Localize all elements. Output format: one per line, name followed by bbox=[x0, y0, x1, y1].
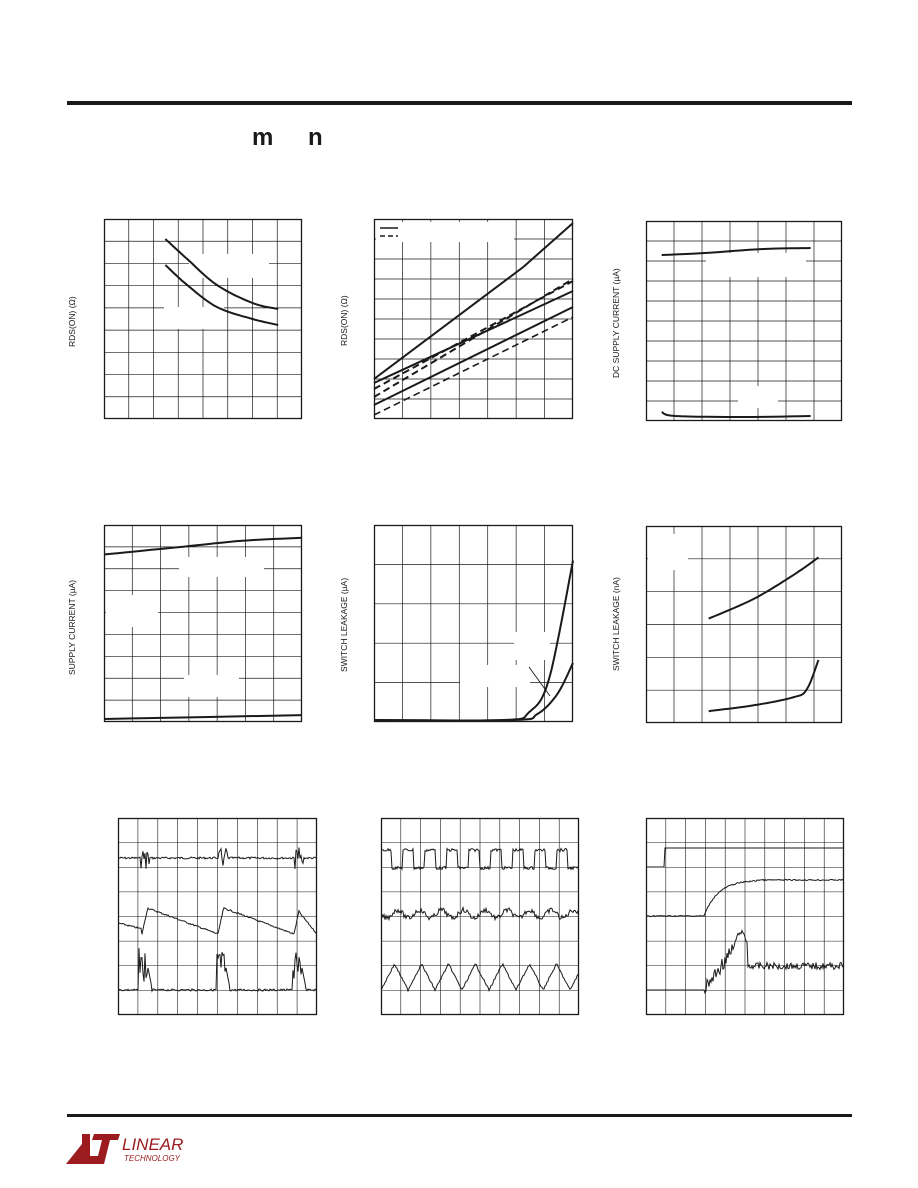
graph-6-label-mask bbox=[648, 534, 688, 570]
graph-5-label-mask bbox=[514, 632, 550, 660]
graph-5-annotation-arrow bbox=[529, 667, 550, 696]
section-heading: m n bbox=[252, 124, 337, 151]
graph-6-curve-upper bbox=[709, 558, 819, 619]
graph-2-plot bbox=[374, 219, 573, 419]
graph-3-curve-lower bbox=[662, 412, 811, 417]
graph-5-label-mask bbox=[460, 665, 530, 687]
logo-text-technology: TECHNOLOGY bbox=[124, 1154, 181, 1163]
graph-6-curve-lower bbox=[709, 660, 819, 711]
graph-rdson-vs-supply bbox=[104, 219, 302, 419]
graph-5-frame bbox=[375, 526, 573, 722]
graph-5-ylabel: SWITCH LEAKAGE (µA) bbox=[339, 577, 349, 672]
scope-3-plot bbox=[646, 818, 844, 1015]
lt-logo-mark bbox=[64, 1130, 194, 1166]
graph-4-ylabel: SUPPLY CURRENT (µA) bbox=[67, 579, 77, 675]
scope-capture-2 bbox=[381, 818, 579, 1015]
graph-3-plot bbox=[646, 221, 842, 421]
top-rule bbox=[67, 101, 852, 105]
logo-text-linear: LINEAR bbox=[122, 1135, 184, 1154]
graph-2-line-dashed-a bbox=[374, 281, 573, 389]
graph-3-ylabel: DC SUPPLY CURRENT (µA) bbox=[611, 268, 621, 378]
graph-3-label-mask bbox=[706, 253, 806, 277]
graph-4-label-mask bbox=[106, 595, 158, 627]
scope-capture-1 bbox=[118, 818, 317, 1015]
linear-technology-logo bbox=[64, 1130, 194, 1166]
graph-4-curve-lower bbox=[104, 715, 302, 719]
scope-capture-3 bbox=[646, 818, 844, 1015]
graph-dc-supply-current bbox=[646, 221, 842, 421]
graph-3-label-mask bbox=[738, 386, 778, 408]
graph-4-curve-upper bbox=[104, 538, 302, 555]
graph-rdson-vs-voltage bbox=[374, 219, 573, 419]
graph-5-plot bbox=[374, 525, 573, 722]
scope-2-plot bbox=[381, 818, 579, 1015]
graph-1-label-mask bbox=[189, 254, 269, 278]
graph-switch-leakage-na bbox=[646, 526, 842, 723]
graph-1-plot bbox=[104, 219, 302, 419]
graph-1-label-mask bbox=[164, 307, 224, 329]
bottom-rule bbox=[67, 1114, 852, 1117]
scope-1-plot bbox=[118, 818, 317, 1015]
graph-4-plot bbox=[104, 525, 302, 722]
graph-2-legend-box bbox=[376, 222, 514, 242]
graph-switch-leakage-ua bbox=[374, 525, 573, 722]
graph-4-label-mask bbox=[179, 557, 264, 577]
graph-1-ylabel: RDS(ON) (Ω) bbox=[67, 296, 77, 347]
graph-4-label-mask bbox=[184, 675, 239, 697]
graph-supply-current bbox=[104, 525, 302, 722]
graph-6-plot bbox=[646, 526, 842, 723]
graph-6-ylabel: SWITCH LEAKAGE (nA) bbox=[611, 577, 621, 671]
graph-2-line-dashed-c bbox=[374, 317, 573, 415]
graph-2-ylabel: RDS(ON) (Ω) bbox=[339, 295, 349, 346]
